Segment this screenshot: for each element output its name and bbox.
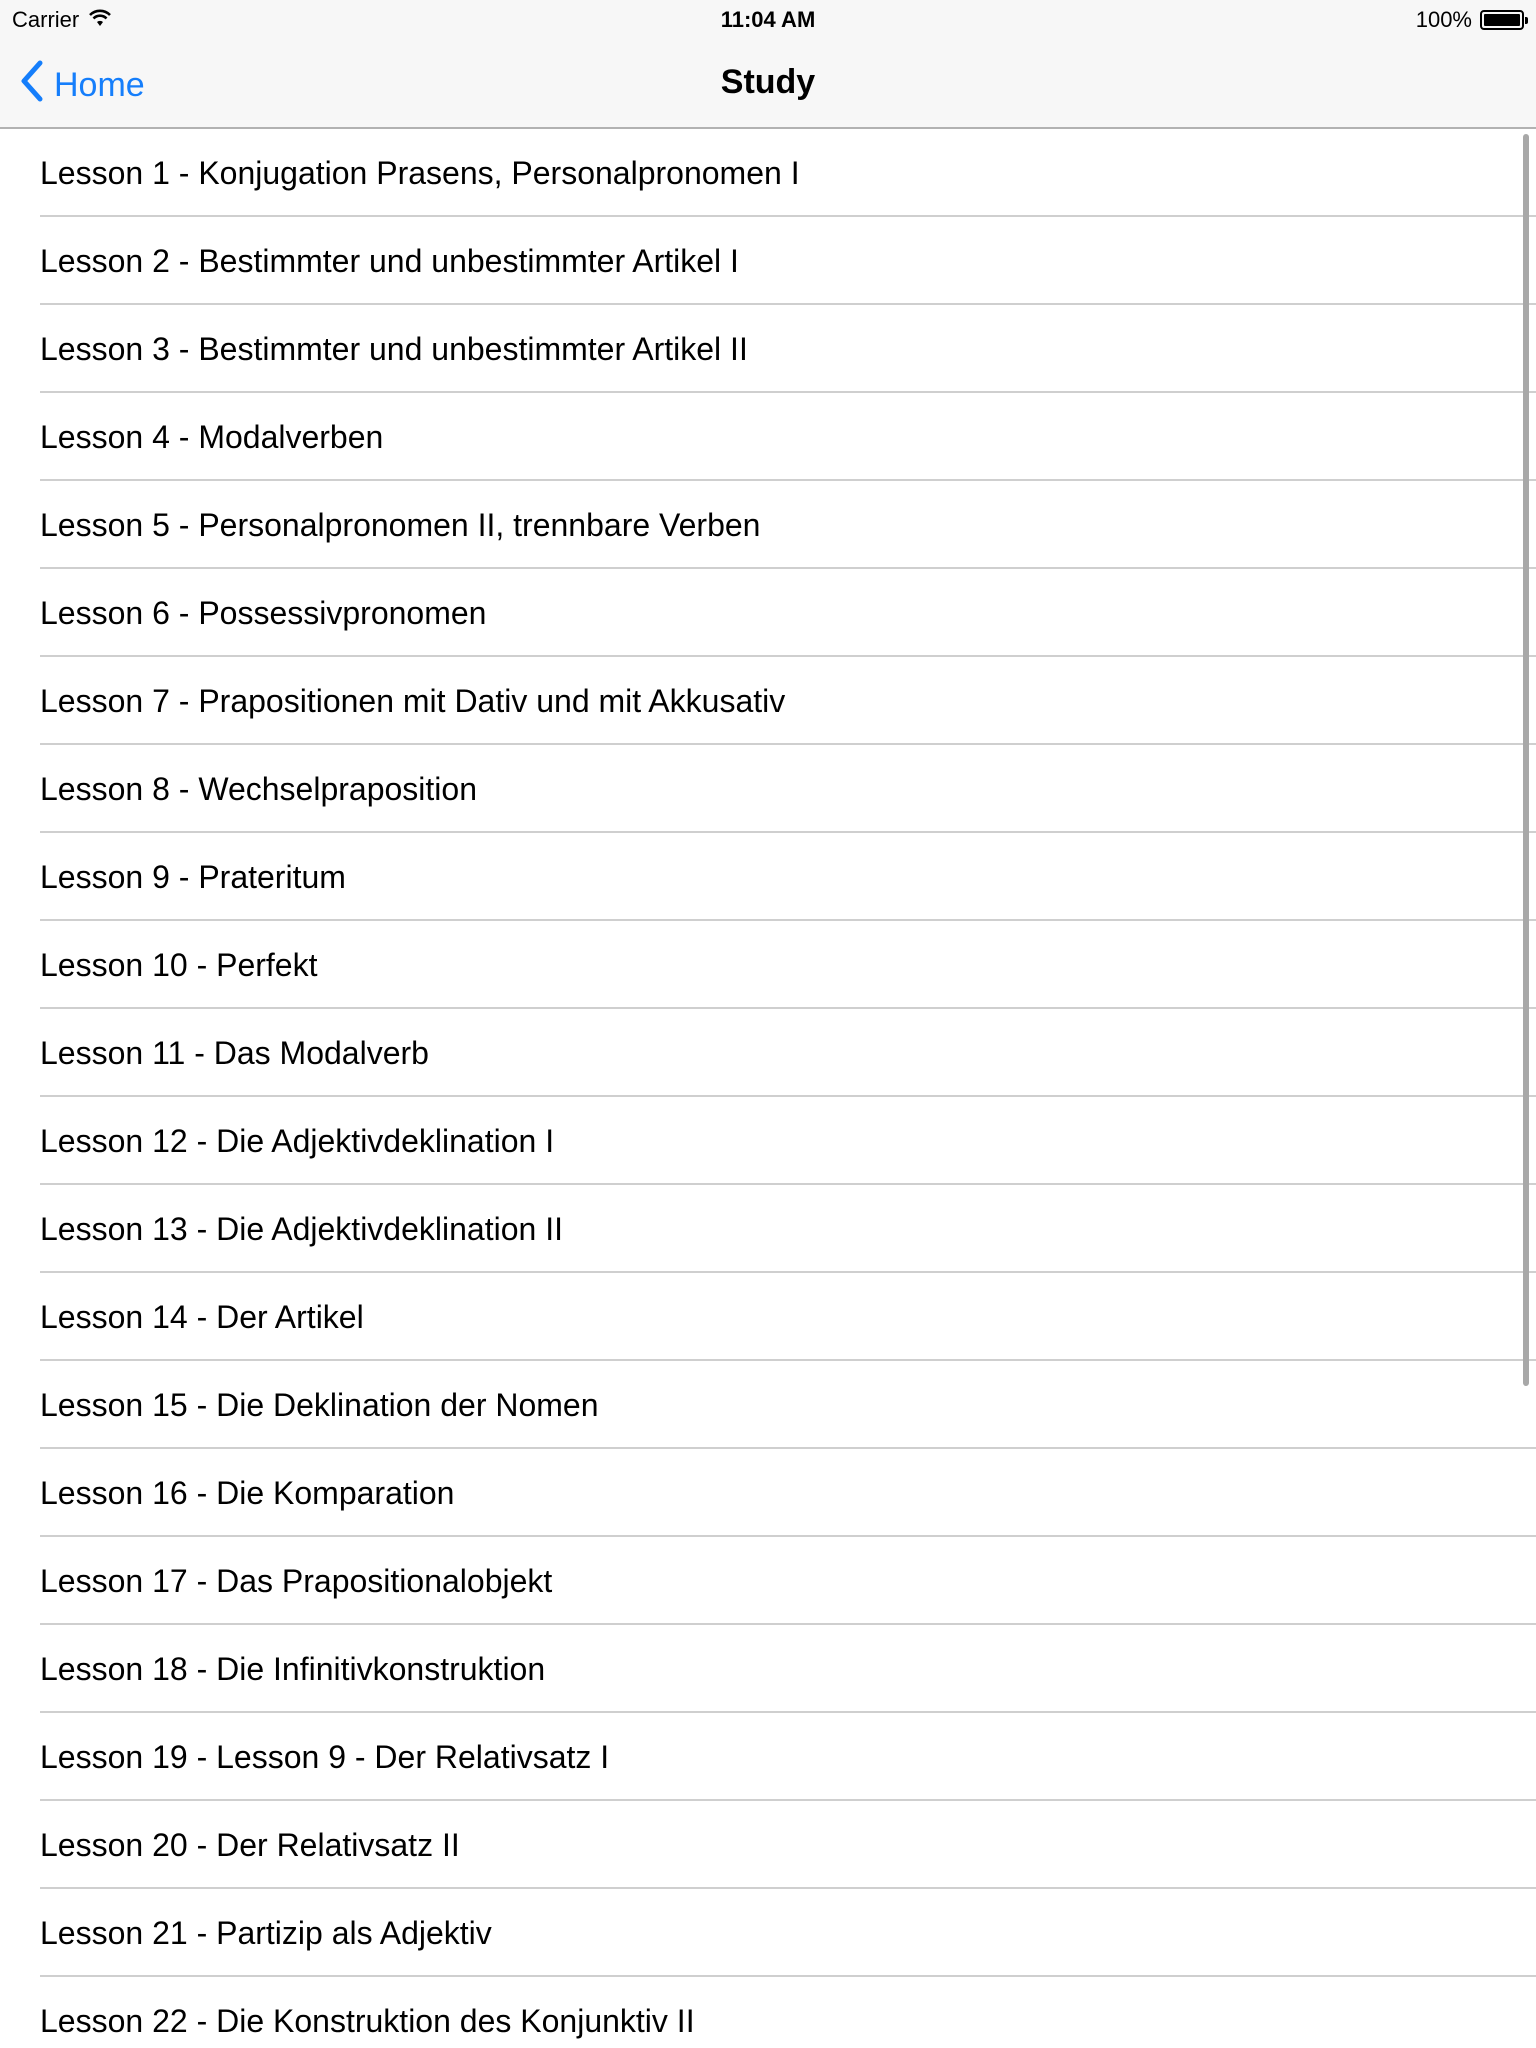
navigation-bar	[0, 40, 1536, 128]
lesson-row-13[interactable]	[0, 1185, 1536, 1273]
lesson-label: Lesson 7 - Prapositionen mit Dativ und mit Akkusativ	[40, 682, 786, 719]
lesson-row-21[interactable]	[0, 1889, 1536, 1977]
lesson-row-16[interactable]	[0, 1449, 1536, 1537]
lesson-label: Lesson 10 - Perfekt	[40, 946, 318, 983]
status-right	[1416, 7, 1524, 33]
lesson-label: Lesson 5 - Personalpronomen II, trennbare Verben	[40, 506, 761, 543]
lesson-row-7[interactable]	[0, 657, 1536, 745]
lesson-row-2[interactable]	[0, 217, 1536, 305]
lesson-row-17[interactable]	[0, 1537, 1536, 1625]
top-bar	[0, 0, 1536, 129]
lesson-row-3[interactable]	[0, 305, 1536, 393]
battery-icon	[1480, 10, 1524, 30]
lesson-label: Lesson 17 - Das Prapositionalobjekt	[40, 1562, 553, 1599]
lesson-label: Lesson 3 - Bestimmter und unbestimmter Artikel II	[40, 330, 748, 367]
lesson-label: Lesson 2 - Bestimmter und unbestimmter Artikel I	[40, 242, 739, 279]
lesson-row-6[interactable]	[0, 569, 1536, 657]
lesson-label: Lesson 4 - Modalverben	[40, 418, 384, 455]
lesson-row-1[interactable]	[0, 129, 1536, 217]
battery-tip	[1525, 17, 1528, 24]
lesson-row-14[interactable]	[0, 1273, 1536, 1361]
lesson-label: Lesson 1 - Konjugation Prasens, Personalpronomen I	[40, 154, 800, 191]
lesson-label: Lesson 15 - Die Deklination der Nomen	[40, 1386, 599, 1423]
lesson-row-9[interactable]	[0, 833, 1536, 921]
status-bar	[0, 0, 1536, 40]
lesson-label: Lesson 20 - Der Relativsatz II	[40, 1826, 460, 1863]
back-button-label: Home	[54, 66, 145, 104]
lesson-row-10[interactable]	[0, 921, 1536, 1009]
lesson-label: Lesson 16 - Die Komparation	[40, 1474, 455, 1511]
status-time: 11:04 AM	[720, 7, 816, 32]
lesson-label: Lesson 19 - Lesson 9 - Der Relativsatz I	[40, 1738, 610, 1775]
lesson-row-4[interactable]	[0, 393, 1536, 481]
lesson-label: Lesson 9 - Prateritum	[40, 858, 346, 895]
page-title: Study	[720, 63, 816, 101]
lesson-label: Lesson 22 - Die Konstruktion des Konjunktiv II	[40, 2002, 695, 2039]
lesson-label: Lesson 8 - Wechselpraposition	[40, 770, 477, 807]
battery-percent: 100%	[1415, 7, 1472, 32]
carrier-label: Carrier	[12, 7, 80, 32]
lesson-row-20[interactable]	[0, 1801, 1536, 1889]
lesson-label: Lesson 14 - Der Artikel	[40, 1298, 364, 1335]
lesson-label: Lesson 6 - Possessivpronomen	[40, 594, 487, 631]
lesson-row-5[interactable]	[0, 481, 1536, 569]
lesson-row-8[interactable]	[0, 745, 1536, 833]
vertical-scrollbar[interactable]	[1523, 134, 1529, 1386]
lesson-row-19[interactable]	[0, 1713, 1536, 1801]
lesson-row-22[interactable]	[0, 1977, 1536, 2048]
lesson-label: Lesson 21 - Partizip als Adjektiv	[40, 1914, 492, 1951]
lesson-row-18[interactable]	[0, 1625, 1536, 1713]
lesson-label: Lesson 18 - Die Infinitivkonstruktion	[40, 1650, 546, 1687]
lesson-list	[0, 129, 1536, 2048]
battery-fill	[1484, 14, 1520, 26]
lesson-row-15[interactable]	[0, 1361, 1536, 1449]
lesson-label: Lesson 12 - Die Adjektivdeklination I	[40, 1122, 555, 1159]
lesson-row-11[interactable]	[0, 1009, 1536, 1097]
lesson-label: Lesson 13 - Die Adjektivdeklination II	[40, 1210, 563, 1247]
lesson-row-12[interactable]	[0, 1097, 1536, 1185]
lesson-label: Lesson 11 - Das Modalverb	[40, 1034, 429, 1071]
